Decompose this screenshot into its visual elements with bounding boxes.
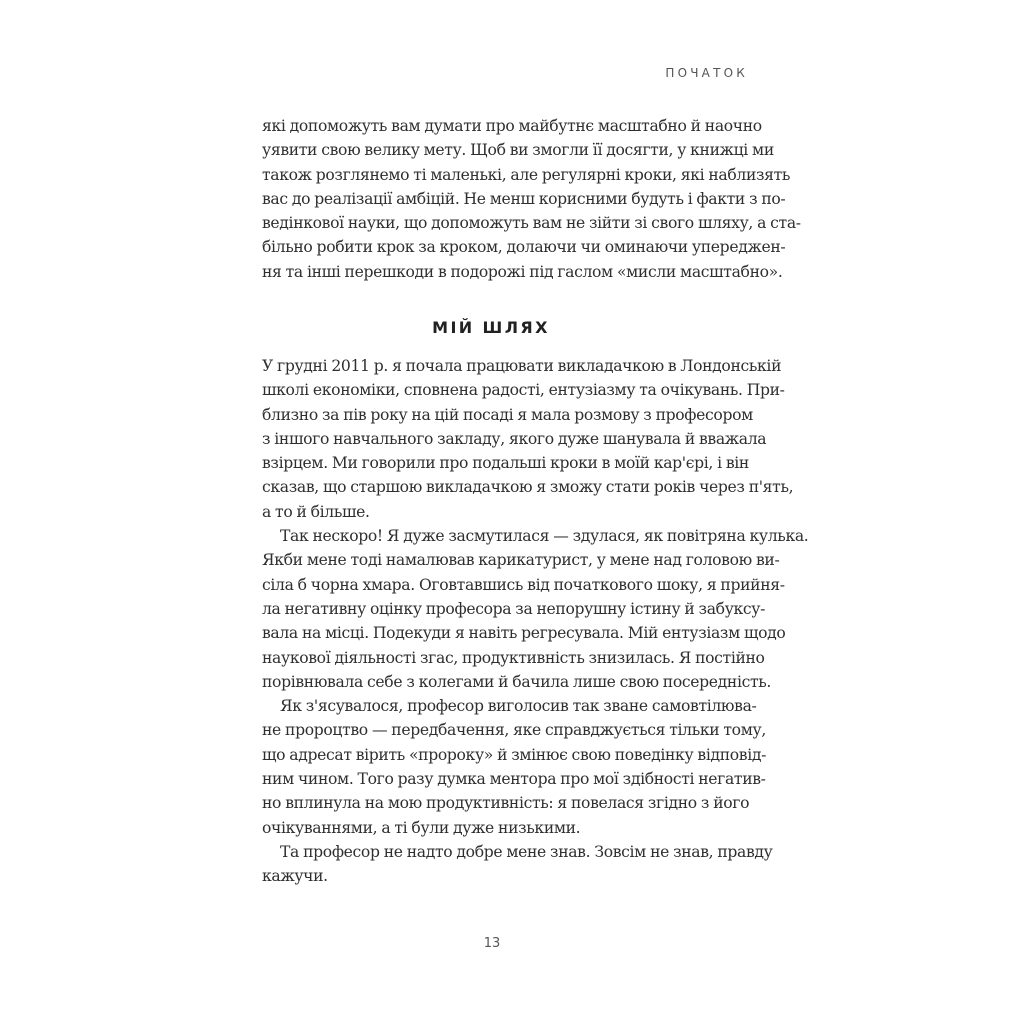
text-line: сіла б чорна хмара. Оговтавшись від початкового шоку, я прийня- [262,575,785,594]
section-heading: МІЙ ШЛЯХ [432,318,550,337]
paragraph [262,694,767,840]
page-number: 13 [483,936,501,951]
text-line: наукової діяльності згас, продуктивність знизилась. Я постійно [262,648,765,667]
text-line: уявити свою велику мету. Щоб ви змогли її досягти, у книжці ми [262,141,774,160]
text-line: ним чином. Того разу думка ментора про мої здібності негатив- [262,770,766,789]
text-line: школі економіки, сповнена радості, ентузіазму та очікувань. При- [262,381,785,400]
text-line: Так нескоро! Я дуже засмутилася — здулася, як повітряна кулька. [280,527,809,546]
text-line: вас до реалізації амбіцій. Не менш корисними будуть і факти з по- [262,189,786,208]
text-line: близно за пів року на цій посаді я мала розмову з професором [262,405,753,424]
paragraph [262,840,773,889]
intro-paragraph [262,114,801,284]
text-line: ведінкової науки, що допоможуть вам не зійти зі свого шляху, а ста- [262,214,801,233]
text-line: порівнювала себе з колегами й бачила лише свою посередність. [262,672,772,691]
text-line: Якби мене тоді намалював карикатурист, у мене над головою ви- [262,551,780,570]
text-line: взірцем. Ми говорили про подальші кроки в моїй кар'єрі, і він [262,454,749,473]
text-line: вала на місці. Подекуди я навіть регресувала. Мій ентузіазм щодо [262,624,786,643]
text-line: кажучи. [262,867,328,886]
running-header: ПОЧАТОК [665,66,748,80]
text-line: Та професор не надто добре мене знав. Зовсім не знав, правду [280,842,773,861]
text-line: які допоможуть вам думати про майбутнє масштабно й наочно [262,117,762,135]
text-line: сказав, що старшою викладачкою я зможу стати років через п'ять, [262,478,794,497]
section-body [262,354,809,889]
text-line: а то й більше. [262,502,370,521]
text-line: з іншого навчального закладу, якого дуже шанувала й вважала [262,429,767,448]
text-line: ла негативну оцінку професора за непорушну істину й забуксу- [262,599,766,618]
text-line: більно робити крок за кроком, долаючи чи оминаючи упереджен- [262,238,786,257]
paragraph [262,354,794,524]
text-line: ня та інші перешкоди в подорожі під гаслом «мисли масштабно». [262,262,783,281]
text-line: також розглянемо ті маленькі, але регулярні кроки, які наблизять [262,165,791,184]
text-line: що адресат вірить «пророку» й змінює свою поведінку відповід- [262,745,767,764]
text-line: У грудні 2011 р. я почала працювати викладачкою в Лондонській [262,357,782,375]
text-line: не пророцтво — передбачення, яке справджується тільки тому, [262,721,766,740]
text-line: Як з'ясувалося, професор виголосив так зване самовтілюва- [280,697,757,716]
text-line: очікуваннями, а ті були дуже низькими. [262,818,581,837]
paragraph [262,524,809,694]
text-line: но вплинула на мою продуктивність: я повелася згідно з його [262,794,750,813]
